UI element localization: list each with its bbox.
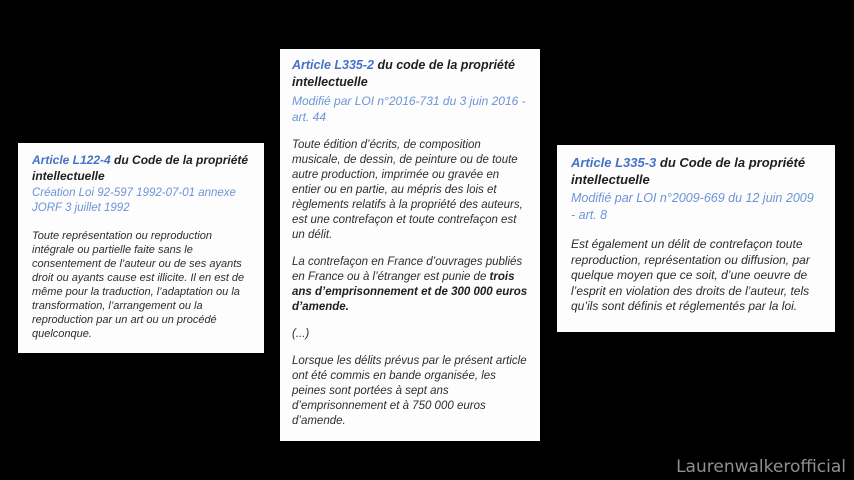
article-title [292,57,528,91]
ellipsis-marker: (...) [292,328,310,340]
article-card-l335-3 [557,145,835,332]
article-title [571,154,821,188]
article-title-rest: du Code de la propriété intellectuelle [571,155,806,187]
article-title-rest: du code de la propriété intellectuelle [292,58,515,89]
article-title [32,152,250,184]
article-citation: Création Loi 92-597 1992-07-01 annexe JORF 3 juillet 1992 [32,187,236,214]
article-link-l335-2[interactable]: Article L335-2 [292,58,374,72]
watermark: Laurenwalkerofficial [676,457,846,477]
article-card-l122-4 [18,143,264,353]
article-title-rest: du Code de la propriété intellectuelle [32,153,249,183]
penalty-bold-text: trois ans d’emprisonnement et de 300 000 euros d’amende. [292,271,528,313]
article-paragraph-2 [292,255,528,315]
article-link-l335-3[interactable]: Article L335-3 [571,155,657,170]
article-paragraph-3: Lorsque les délits prévus par le présent article ont été commis en bande organisée, les peines sont portées à sept ans d’emprisonnement et à 750 000 euros d’amende. [292,355,527,427]
paragraph-text: La contrefaçon en France d’ouvrages publiés en France ou à l’étranger est punie de [292,256,523,283]
article-link-l122-4[interactable]: Article L122-4 [32,153,111,167]
article-card-l335-2 [280,49,540,441]
article-citation: Modifié par LOI n°2009-669 du 12 juin 2009 - art. 8 [571,191,814,222]
article-body: Est également un délit de contrefaçon toute reproduction, représentation ou diffusion, par quelque moyen que ce soit, d’une oeuvre de l’esprit en violation des droits de l’auteur, tels qu’ils sont définis et réglementés par la loi. [571,237,810,313]
article-citation: Modifié par LOI n°2016-731 du 3 juin 2016 - art. 44 [292,94,526,124]
article-body: Toute représentation ou reproduction intégrale ou partielle faite sans le consentement de l’auteur ou de ses ayants droit ou ayants cause est illicite. Il en est de même pour la traduction, l’adaptation ou la transformation, l’arrangement ou la reproduction par un art ou un procédé quelconque. [32,230,245,340]
article-paragraph-1: Toute édition d’écrits, de composition musicale, de dessin, de peinture ou de toute autre production, imprimée ou gravée en entier ou en partie, au mépris des lois et règlements relatifs à la propriété des auteurs, est une contrefaçon et toute contrefaçon est un délit. [292,139,523,241]
